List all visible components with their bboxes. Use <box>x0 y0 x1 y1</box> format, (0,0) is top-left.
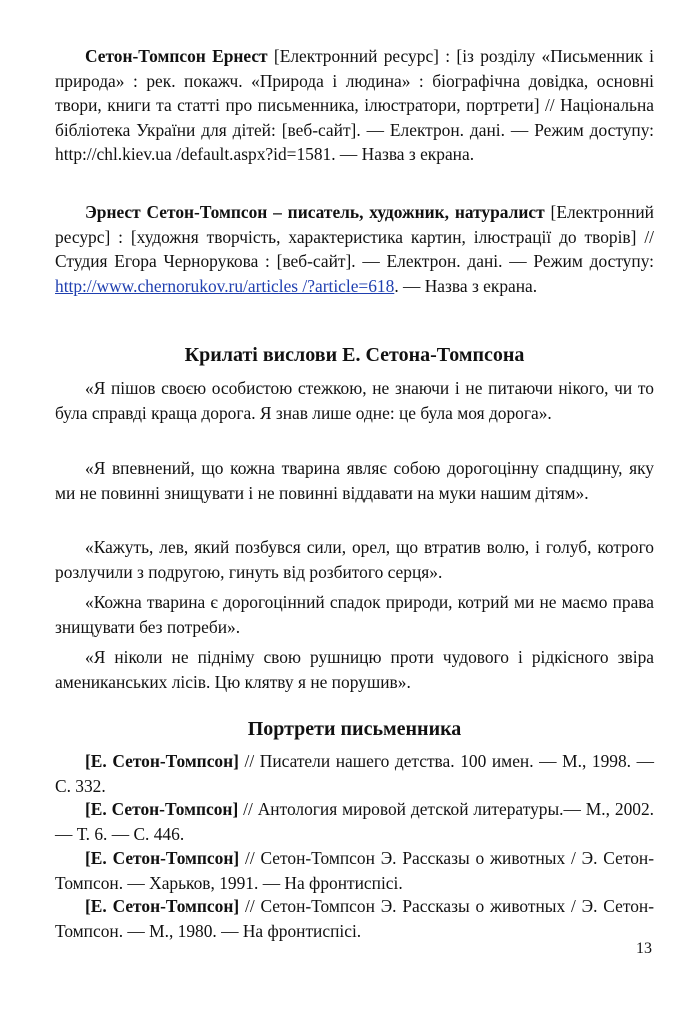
portrait-text: // Антология мировой детской литературы.— М., 2002. — Т. 6. — С. 446. <box>55 799 654 844</box>
reference-text: . — Назва з екрана. <box>394 275 538 296</box>
portrait-author: [Е. Сетон-Томпсон] <box>85 848 240 868</box>
section-heading-quotes: Крилаті вислови Е. Сетона-Томпсона <box>184 344 525 366</box>
reference-author: Эрнест Сетон-Томпсон – писатель, художник, натуралист <box>85 202 545 222</box>
portrait-author: [Е. Сетон-Томпсон] <box>85 799 239 819</box>
portrait-author: [Е. Сетон-Томпсон] <box>85 896 240 916</box>
portrait-author: [Е. Сетон-Томпсон] <box>85 751 239 771</box>
portrait-text: // Писатели нашего детства. 100 имен. — М., 1998. — С. 332. <box>55 751 655 796</box>
reference-link[interactable]: http://www.chernorukov.ru/articles /?article=618 <box>55 275 395 296</box>
section-heading-portraits: Портрети письменника <box>247 718 462 740</box>
quote-paragraph: «Я пішов своєю особистою стежкою, не знаючи і не питаючи нікого, чи то була справді краща дорога. Я знав лише одне: це була моя дорога». <box>55 378 654 423</box>
portrait-text: // Сетон-Томпсон Э. Рассказы о животных / Э. Сетон-Томпсон. — М., 1980. — На фронтиспісі. <box>55 896 655 941</box>
portrait-text: // Сетон-Томпсон Э. Рассказы о животных / Э. Сетон-Томпсон. — Харьков, 1991. — На фронтиспісі. <box>55 848 655 893</box>
quote-paragraph: «Я ніколи не підніму свою рушницю проти чудового і рідкісного звіра амениканських лісів. Цю клятву я не порушив». <box>55 647 654 692</box>
reference-entry <box>55 200 654 298</box>
quote-paragraph: «Кожна тварина є дорогоцінний спадок природи, котрий ми не маємо права знищувати без потреби». <box>55 592 654 637</box>
reference-author: Сетон-Томпсон Ернест <box>85 46 268 66</box>
quote-paragraph: «Кажуть, лев, який позбувся сили, орел, що втратив волю, і голуб, котрого розлучили з подругою, гинуть від розбитого серця». <box>55 537 654 582</box>
portrait-entry <box>55 894 654 943</box>
portrait-entry <box>55 846 654 895</box>
portrait-entry <box>55 749 654 798</box>
reference-entry <box>55 44 654 167</box>
reference-text: [Електронний ресурс] : [художня творчість, характеристика картин, ілюстрації до творів] // Студия Егора Чернорукова : [веб-сайт]. — Електрон. дані. — Режим доступу: <box>55 202 654 271</box>
page-number: 13 <box>636 940 652 957</box>
portrait-entry <box>55 797 654 846</box>
quote-paragraph: «Я впевнений, що кожна тварина являє собою дорогоцінну спадщину, яку ми не повинні знищувати і не повинні віддавати на муки нашим дітям». <box>55 458 654 503</box>
reference-text: [Електронний ресурс] : [із розділу «Письменник і природа» : рек. покажч. «Природа і людина» : біографічна довідка, основні твори, книги та статті про письменника, ілюстратори, портрети] // Національна бібліотека України для дітей: [веб-сайт]. — Електрон. дані. — Режим доступу: http://chl.kiev.ua /default.aspx?id=1581. — Назва з екрана. <box>55 46 655 164</box>
